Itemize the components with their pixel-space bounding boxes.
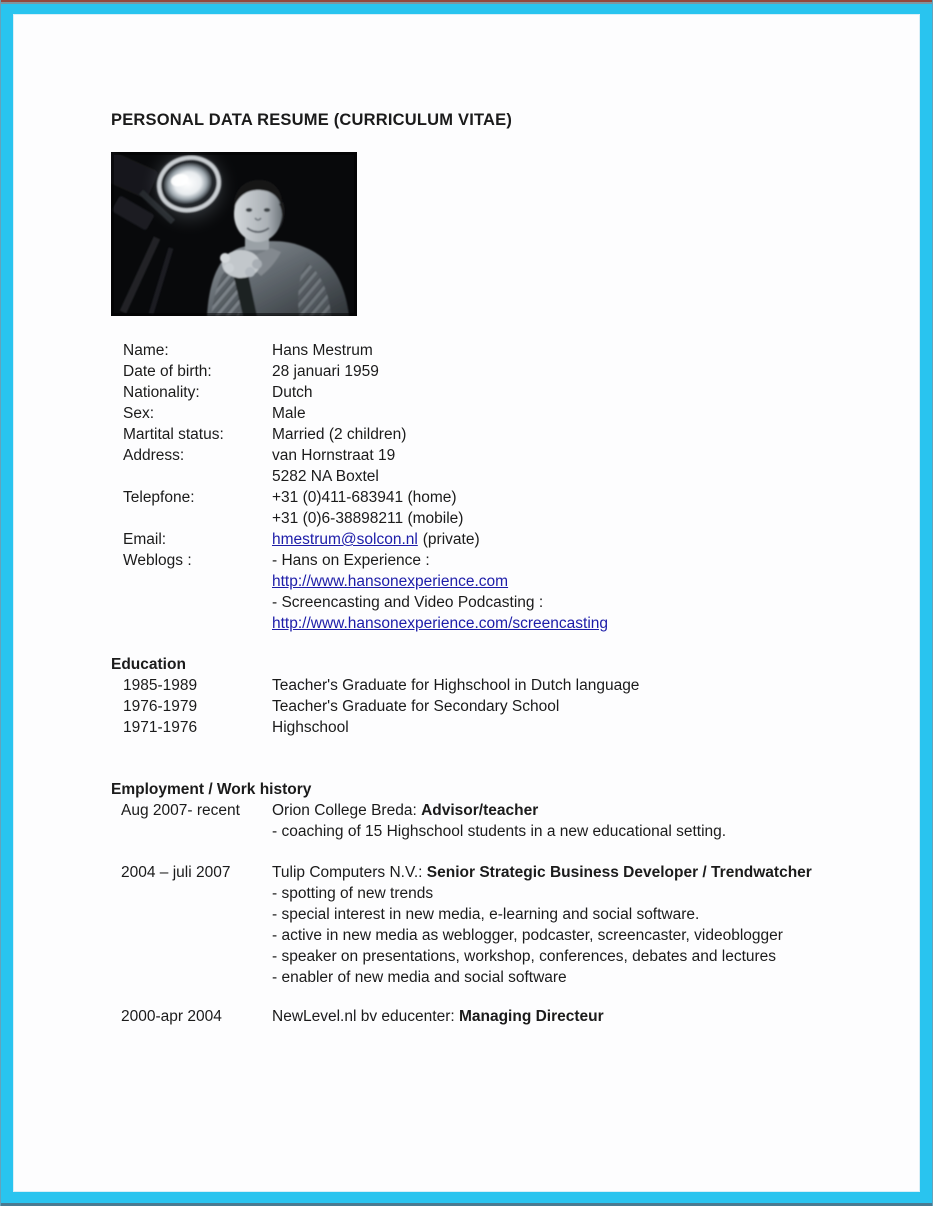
- weblog-link-hansonexperience[interactable]: http://www.hansonexperience.com: [272, 573, 509, 590]
- phone-mobile: +31 (0)6-38898211 (mobile): [272, 510, 464, 527]
- education-description: Teacher's Graduate for Highschool in Dutch language: [272, 677, 640, 694]
- personal-field-row: [123, 403, 919, 424]
- personal-info: [123, 340, 919, 634]
- field-value-email: [272, 529, 919, 550]
- education-description: Teacher's Graduate for Secondary School: [272, 698, 560, 715]
- job-bullet: - enabler of new media and social software: [272, 969, 567, 986]
- resume-content: [14, 15, 919, 1027]
- job-role: Advisor/teacher: [421, 802, 539, 819]
- education-period: 1976-1979: [123, 698, 198, 715]
- field-label-name: Name:: [123, 342, 169, 359]
- job-role: Senior Strategic Business Developer / Trendwatcher: [426, 864, 812, 881]
- job-title-line: [272, 862, 832, 883]
- job-title-line: [272, 1006, 832, 1027]
- field-value-weblogs: [272, 550, 919, 634]
- employment-row: [121, 800, 919, 842]
- top-gray-border: [1, 2, 932, 4]
- job-description: [272, 862, 832, 988]
- resume-paper: [13, 14, 920, 1192]
- education-row: [123, 675, 919, 696]
- education-description: Highschool: [272, 719, 349, 736]
- education-section: [111, 654, 919, 738]
- field-value-address: [272, 445, 919, 487]
- personal-field-row: [123, 340, 919, 361]
- job-company: NewLevel.nl bv educenter:: [272, 1008, 459, 1025]
- field-value-phone: [272, 487, 919, 529]
- weblog-link-screencasting[interactable]: http://www.hansonexperience.com/screencasting: [272, 615, 609, 632]
- employment-heading: Employment / Work history: [111, 781, 312, 798]
- weblog-title-1: - Hans on Experience :: [272, 552, 430, 569]
- job-bullet: - spotting of new trends: [272, 885, 434, 902]
- address-line-2: 5282 NA Boxtel: [272, 468, 379, 485]
- education-heading: Education: [111, 656, 186, 673]
- job-role: Managing Directeur: [458, 1008, 604, 1025]
- field-label-sex: Sex:: [123, 405, 155, 422]
- field-label-nationality: Nationality:: [123, 384, 200, 401]
- field-value-birth: 28 januari 1959: [272, 363, 379, 380]
- employment-section: [111, 779, 919, 1027]
- email-link[interactable]: hmestrum@solcon.nl: [272, 531, 418, 548]
- phone-home: +31 (0)411-683941 (home): [272, 489, 457, 506]
- job-description: [272, 800, 832, 842]
- employment-row: [121, 1006, 919, 1027]
- field-label-address: Address:: [123, 447, 185, 464]
- job-period: Aug 2007- recent: [121, 802, 240, 819]
- personal-field-row: [123, 550, 919, 634]
- job-period: 2000-apr 2004: [121, 1008, 222, 1025]
- job-bullet: - special interest in new media, e-learning and social software.: [272, 906, 700, 923]
- education-period: 1971-1976: [123, 719, 198, 736]
- field-label-phone: Telepfone:: [123, 489, 195, 506]
- personal-field-row: [123, 424, 919, 445]
- field-value-name: Hans Mestrum: [272, 342, 373, 359]
- job-bullet: - speaker on presentations, workshop, conferences, debates and lectures: [272, 948, 777, 965]
- job-company: Tulip Computers N.V.:: [272, 864, 427, 881]
- job-period: 2004 – juli 2007: [121, 864, 231, 881]
- page-title: PERSONAL DATA RESUME (CURRICULUM VITAE): [111, 111, 513, 129]
- job-bullet: - active in new media as weblogger, podcaster, screencaster, videoblogger: [272, 927, 783, 944]
- portrait-photo: [111, 152, 357, 316]
- field-value-marital: Married (2 children): [272, 426, 407, 443]
- job-bullet: - coaching of 15 Highschool students in a new educational setting.: [272, 823, 727, 840]
- education-period: 1985-1989: [123, 677, 198, 694]
- employment-row: [121, 862, 919, 988]
- personal-field-row: [123, 487, 919, 529]
- field-label-email: Email:: [123, 531, 167, 548]
- personal-field-row: [123, 361, 919, 382]
- field-label-weblogs: Weblogs :: [123, 552, 192, 569]
- field-label-marital: Martital status:: [123, 426, 224, 443]
- job-company: Orion College Breda:: [272, 802, 422, 819]
- field-value-nationality: Dutch: [272, 384, 313, 401]
- personal-field-row: [123, 445, 919, 487]
- weblog-title-2: - Screencasting and Video Podcasting :: [272, 594, 544, 611]
- email-suffix: (private): [422, 531, 480, 548]
- job-description: [272, 1006, 832, 1027]
- personal-field-row: [123, 382, 919, 403]
- job-title-line: [272, 800, 832, 821]
- address-line-1: van Hornstraat 19: [272, 447, 396, 464]
- education-row: [123, 696, 919, 717]
- field-label-birth: Date of birth:: [123, 363, 212, 380]
- education-row: [123, 717, 919, 738]
- field-value-sex: Male: [272, 405, 306, 422]
- personal-field-row: [123, 529, 919, 550]
